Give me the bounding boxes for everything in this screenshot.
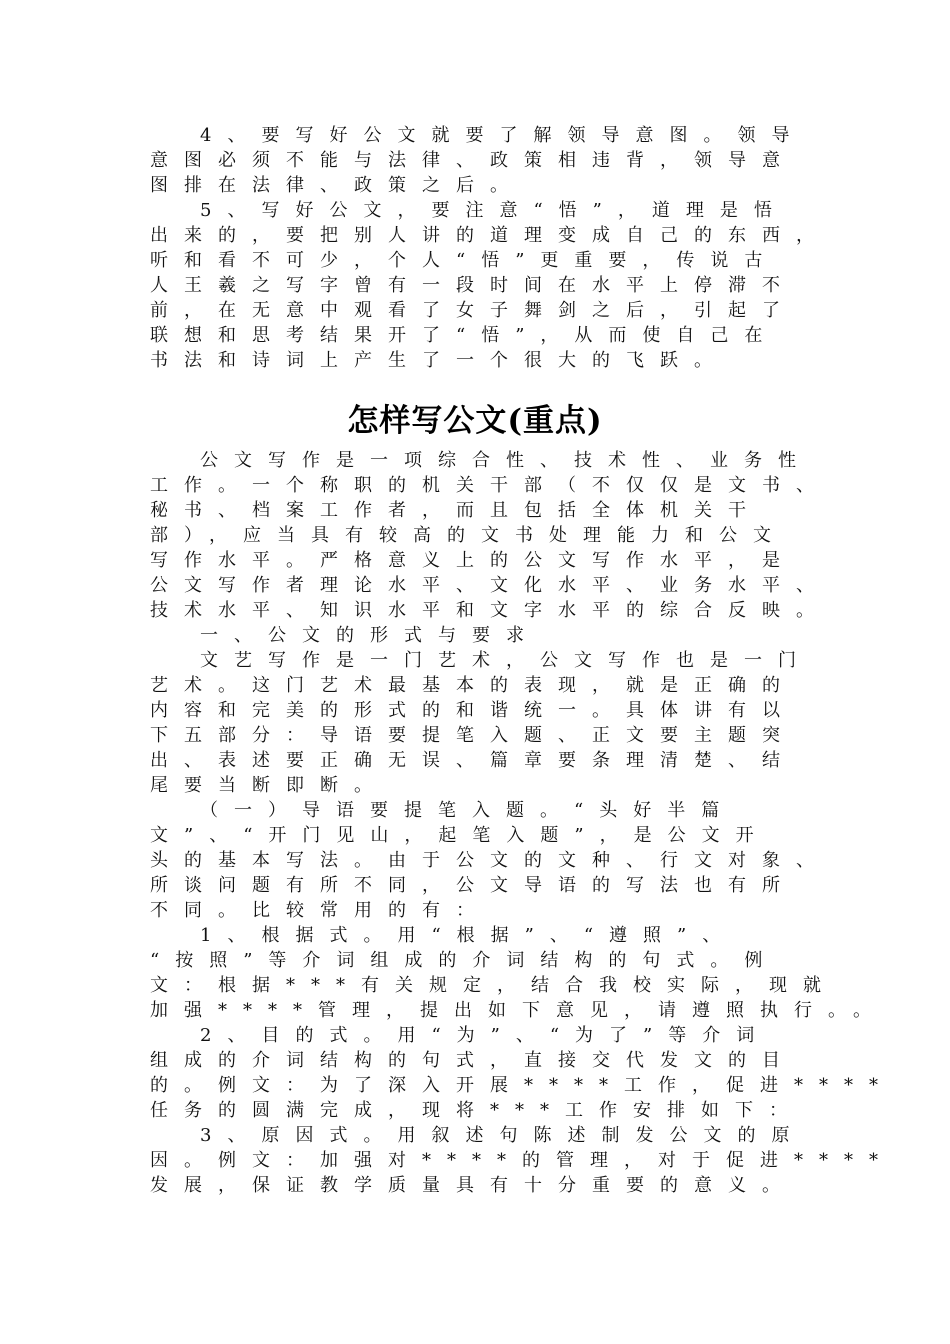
paragraph-line: 公文写作者理论水平、文化水平、业务水平、 bbox=[150, 575, 830, 596]
paragraph-line: 加强****管理，提出如下意见，请遵照执行。。 bbox=[150, 1000, 887, 1021]
paragraph-line: 下五部分：导语要提笔入题、正文要主题突 bbox=[150, 725, 796, 746]
paragraph-line: 工作。一个称职的机关干部（不仅仅是文书、 bbox=[150, 475, 830, 496]
paragraph-line: 前，在无意中观看了女子舞剑之后，引起了 bbox=[150, 300, 796, 321]
paragraph-line: 出、表述要正确无误、篇章要条理清楚、结 bbox=[150, 750, 796, 771]
paragraph-line: 图排在法律、政策之后。 bbox=[150, 175, 524, 196]
paragraph-line: 发展，保证教学质量具有十分重要的意义。 bbox=[150, 1175, 796, 1196]
paragraph-line: 2、目的式。用“为”、“为了”等介词 bbox=[200, 1025, 771, 1046]
paragraph-line: 公文写作是一项综合性、技术性、业务性 bbox=[200, 450, 812, 471]
paragraph-line: 意图必须不能与法律、政策相违背，领导意 bbox=[150, 150, 796, 171]
paragraph-line: 出来的，要把别人讲的道理变成自己的东西， bbox=[150, 225, 830, 246]
paragraph-line: 联想和思考结果开了“悟”，从而使自己在 bbox=[150, 325, 779, 346]
paragraph-line: 写作水平。严格意义上的公文写作水平，是 bbox=[150, 550, 796, 571]
paragraph-line: 组成的介词结构的句式，直接交代发文的目 bbox=[150, 1050, 796, 1071]
paragraph-line: 书法和诗词上产生了一个很大的飞跃。 bbox=[150, 350, 728, 371]
paragraph-line: 任务的圆满完成，现将***工作安排如下： bbox=[150, 1100, 803, 1121]
paragraph-line: 5、写好公文，要注意“悟”，道理是悟 bbox=[200, 200, 788, 221]
paragraph-line: 因。例文：加强对****的管理，对于促进**** bbox=[150, 1150, 894, 1171]
section-heading: 一、公文的形式与要求 bbox=[200, 625, 540, 646]
paragraph-line: 艺术。这门艺术最基本的表现，就是正确的 bbox=[150, 675, 796, 696]
subsection-heading: （一）导语要提笔入题。“头好半篇 bbox=[200, 800, 736, 821]
paragraph-line: 文：根据***有关规定，结合我校实际，现就 bbox=[150, 975, 837, 996]
paragraph-line: 人王羲之写字曾有一段时间在水平上停滞不 bbox=[150, 275, 796, 296]
paragraph-line: 1、根据式。用“根据”、“遵照”、 bbox=[200, 925, 737, 946]
paragraph-line: “按照”等介词组成的介词结构的句式。例 bbox=[150, 950, 779, 971]
paragraph-line: 4、要写好公文就要了解领导意图。领导 bbox=[200, 125, 806, 146]
paragraph-line: 文”、“开门见山，起笔入题”，是公文开 bbox=[150, 825, 770, 846]
paragraph-line: 秘书、档案工作者，而且包括全体机关干 bbox=[150, 500, 762, 521]
paragraph-line: 内容和完美的形式的和谐统一。具体讲有以 bbox=[150, 700, 796, 721]
paragraph-line: 尾要当断即断。 bbox=[150, 775, 388, 796]
paragraph-line: 不同。比较常用的有： bbox=[150, 900, 490, 921]
paragraph-line: 3、原因式。用叙述句陈述制发公文的原 bbox=[200, 1125, 806, 1146]
paragraph-line: 的。例文：为了深入开展****工作，促进**** bbox=[150, 1075, 894, 1096]
paragraph-line: 所谈问题有所不同，公文导语的写法也有所 bbox=[150, 875, 796, 896]
paragraph-line: 技术水平、知识水平和文字水平的综合反映。 bbox=[150, 600, 830, 621]
paragraph-line: 文艺写作是一门艺术，公文写作也是一门 bbox=[200, 650, 812, 671]
paragraph-line: 听和看不可少，个人“悟”更重要，传说古 bbox=[150, 250, 779, 271]
paragraph-line: 头的基本写法。由于公文的文种、行文对象、 bbox=[150, 850, 830, 871]
page-title: 怎样写公文(重点) bbox=[347, 403, 603, 439]
paragraph-line: 部），应当具有较高的文书处理能力和公文 bbox=[150, 525, 787, 546]
